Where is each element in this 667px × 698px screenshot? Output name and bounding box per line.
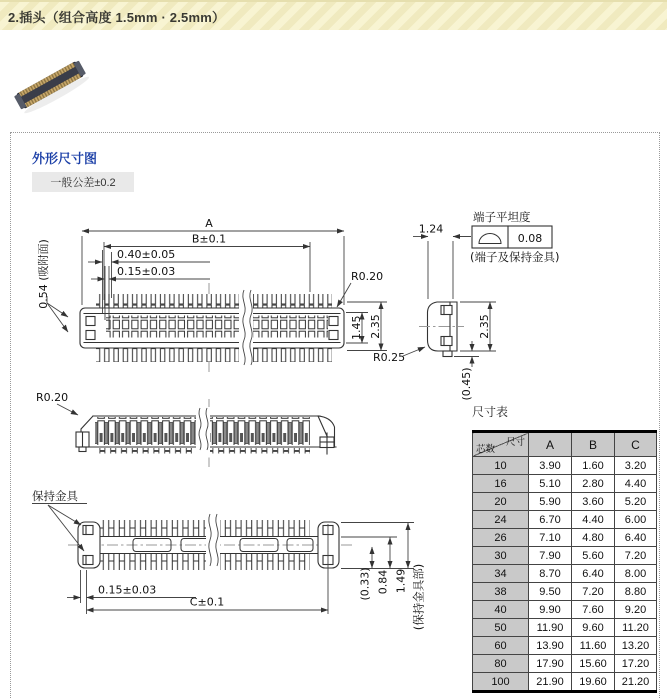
dim-value-cell: 6.40 bbox=[615, 529, 657, 547]
flatness-note: (端子及保持金具) bbox=[470, 250, 560, 264]
dim-value-cell: 7.90 bbox=[529, 547, 572, 565]
pin-count-cell: 10 bbox=[473, 457, 529, 475]
dim-value-cell: 13.20 bbox=[615, 637, 657, 655]
dim-value-cell: 17.20 bbox=[615, 655, 657, 673]
dim-value-cell: 1.60 bbox=[572, 457, 615, 475]
corner-label-size: 尺寸 bbox=[505, 437, 525, 448]
table-row bbox=[473, 475, 657, 493]
dim-value-cell: 6.00 bbox=[615, 511, 657, 529]
table-row bbox=[473, 637, 657, 655]
dim-label-015-bottom: 0.15±0.03 bbox=[98, 583, 157, 597]
dim-value-cell: 8.80 bbox=[615, 583, 657, 601]
pin-count-cell: 60 bbox=[473, 637, 529, 655]
dim-value-cell: 3.20 bbox=[615, 457, 657, 475]
dim-value-cell: 3.60 bbox=[572, 493, 615, 511]
table-row bbox=[473, 565, 657, 583]
dim-value-cell: 6.40 bbox=[572, 565, 615, 583]
dim-value-cell: 13.90 bbox=[529, 637, 572, 655]
pin-count-cell: 80 bbox=[473, 655, 529, 673]
dim-value-cell: 7.20 bbox=[572, 583, 615, 601]
section-title: 外形尺寸图 bbox=[32, 151, 98, 166]
dim-value-cell: 3.90 bbox=[529, 457, 572, 475]
dim-value-cell: 6.70 bbox=[529, 511, 572, 529]
dim-label-124: 1.24 bbox=[418, 222, 444, 236]
dim-value-cell: 5.20 bbox=[615, 493, 657, 511]
dim-value-cell: 2.80 bbox=[572, 475, 615, 493]
pin-count-cell: 24 bbox=[473, 511, 529, 529]
dim-label-033: (0.33) bbox=[358, 567, 372, 601]
table-row bbox=[473, 601, 657, 619]
pin-count-cell: 20 bbox=[473, 493, 529, 511]
table-row bbox=[473, 493, 657, 511]
table-row bbox=[473, 655, 657, 673]
dim-value-cell: 21.90 bbox=[529, 673, 572, 692]
dim-label-r025: R0.25 bbox=[373, 351, 406, 364]
dim-value-cell: 15.60 bbox=[572, 655, 615, 673]
dim-value-cell: 5.10 bbox=[529, 475, 572, 493]
pin-count-cell: 40 bbox=[473, 601, 529, 619]
tolerance-note: 一般公差±0.2 bbox=[32, 172, 134, 192]
dim-value-cell: 4.80 bbox=[572, 529, 615, 547]
table-row bbox=[473, 457, 657, 475]
flatness-callout bbox=[470, 210, 559, 264]
dim-value-cell: 11.60 bbox=[572, 637, 615, 655]
dim-value-cell: 5.60 bbox=[572, 547, 615, 565]
dim-label-145: 1.45 bbox=[350, 315, 364, 341]
table-row bbox=[473, 619, 657, 637]
dim-value-cell: 8.70 bbox=[529, 565, 572, 583]
dim-value-cell: 9.50 bbox=[529, 583, 572, 601]
fitting-label: 保持金具 bbox=[32, 489, 78, 503]
dim-value-cell: 9.60 bbox=[572, 619, 615, 637]
banner-title: 2.插头（组合高度 1.5mm · 2.5mm） bbox=[8, 9, 226, 25]
size-table-title: 尺寸表 bbox=[472, 405, 509, 419]
dim-label-040: 0.40±0.05 bbox=[117, 248, 176, 261]
dim-value-cell: 17.90 bbox=[529, 655, 572, 673]
table-row bbox=[473, 511, 657, 529]
dim-value-cell: 11.90 bbox=[529, 619, 572, 637]
middle-view bbox=[36, 391, 336, 467]
dim-label-a: A bbox=[205, 217, 213, 230]
flatness-value: 0.08 bbox=[517, 232, 543, 245]
col-header-b: B bbox=[572, 432, 615, 457]
dim-label-149: 1.49 bbox=[394, 568, 408, 594]
corner-label-pins: 芯数 bbox=[476, 444, 496, 455]
col-header-c: C bbox=[615, 432, 657, 457]
pin-count-cell: 50 bbox=[473, 619, 529, 637]
dim-value-cell: 5.90 bbox=[529, 493, 572, 511]
pin-count-cell: 100 bbox=[473, 673, 529, 692]
flatness-title: 端子平坦度 bbox=[473, 210, 531, 224]
pin-count-cell: 38 bbox=[473, 583, 529, 601]
dim-label-c: C±0.1 bbox=[189, 595, 225, 609]
pin-count-cell: 34 bbox=[473, 565, 529, 583]
table-row bbox=[473, 673, 657, 692]
dim-label-235-side: 2.35 bbox=[478, 314, 492, 339]
dim-value-cell: 11.20 bbox=[615, 619, 657, 637]
dim-label-054: 0.54 (吸附面) bbox=[37, 239, 50, 309]
dim-value-cell: 19.60 bbox=[572, 673, 615, 692]
table-corner-cell bbox=[473, 432, 529, 457]
table-row bbox=[473, 583, 657, 601]
bottom-view bbox=[32, 489, 426, 630]
pin-count-cell: 26 bbox=[473, 529, 529, 547]
dim-value-cell: 9.90 bbox=[529, 601, 572, 619]
dim-value-cell: 7.10 bbox=[529, 529, 572, 547]
pin-count-cell: 30 bbox=[473, 547, 529, 565]
dim-label-r020-front: R0.20 bbox=[351, 270, 384, 283]
dim-value-cell: 21.20 bbox=[615, 673, 657, 692]
dim-value-cell: 4.40 bbox=[615, 475, 657, 493]
table-row bbox=[473, 529, 657, 547]
dim-value-cell: 4.40 bbox=[572, 511, 615, 529]
dim-label-b: B±0.1 bbox=[191, 232, 227, 246]
front-view bbox=[36, 217, 387, 374]
table-row bbox=[473, 547, 657, 565]
dim-value-cell: 7.60 bbox=[572, 601, 615, 619]
size-table-body bbox=[473, 457, 657, 692]
dim-value-cell: 8.00 bbox=[615, 565, 657, 583]
dim-label-015-top: 0.15±0.03 bbox=[117, 265, 176, 278]
pin-count-cell: 16 bbox=[473, 475, 529, 493]
dim-label-045: (0.45) bbox=[460, 367, 474, 401]
dim-label-r020-mid: R0.20 bbox=[36, 391, 69, 404]
col-header-a: A bbox=[529, 432, 572, 457]
dim-value-cell: 7.20 bbox=[615, 547, 657, 565]
dim-label-084: 0.84 bbox=[376, 569, 390, 595]
table-header-row bbox=[473, 432, 657, 457]
dim-label-235-front: 2.35 bbox=[369, 314, 383, 339]
dim-value-cell: 9.20 bbox=[615, 601, 657, 619]
size-table bbox=[472, 430, 657, 693]
fitting-part-label: (保持金具部) bbox=[411, 563, 426, 631]
